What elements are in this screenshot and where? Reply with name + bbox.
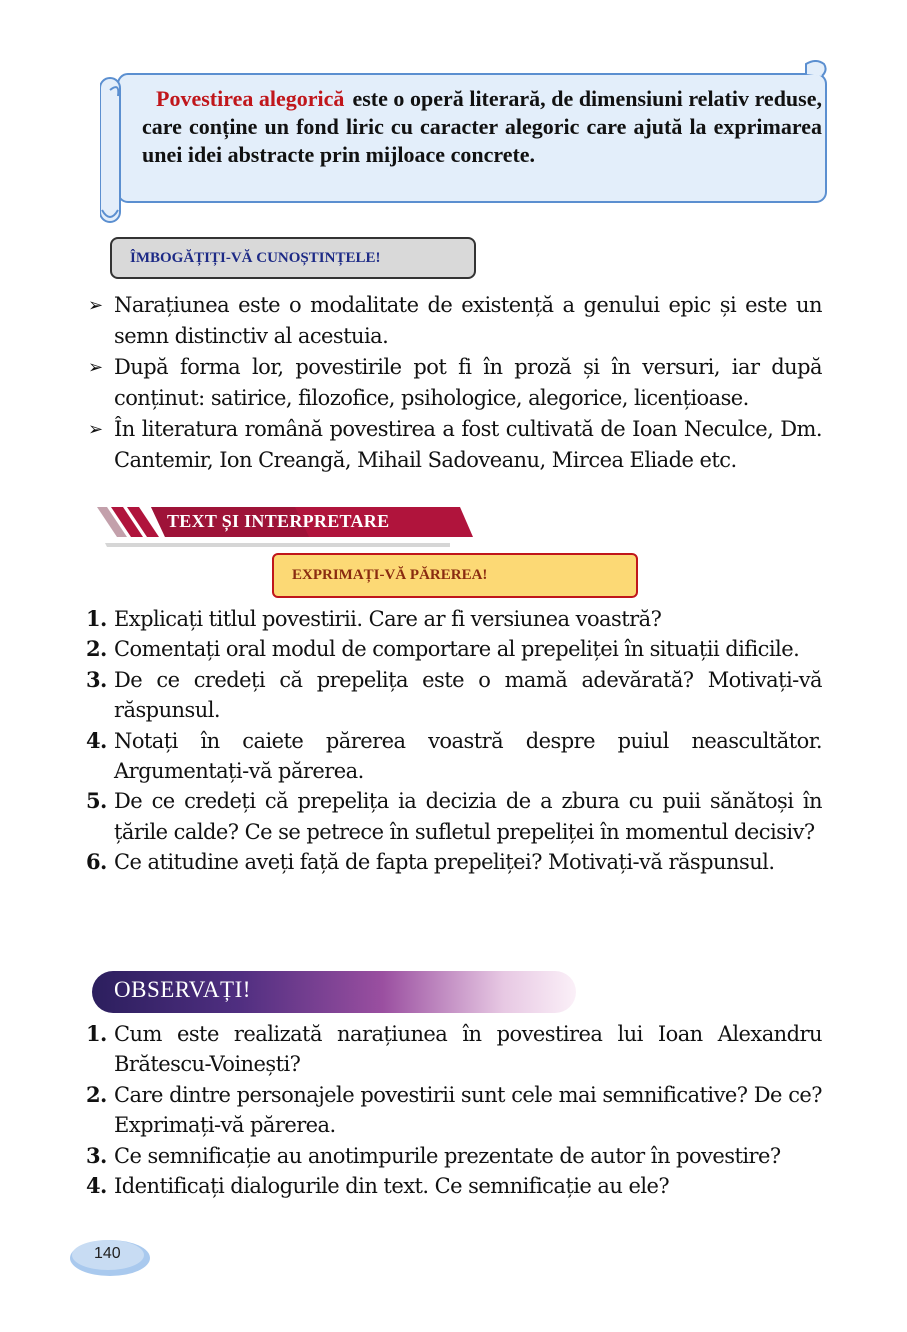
item-number: 4. xyxy=(86,727,107,753)
section-banner-observe xyxy=(92,971,576,1013)
list-item xyxy=(86,634,822,664)
arrow-bullet-icon: ➢ xyxy=(88,295,103,316)
list-item xyxy=(86,1171,822,1201)
item-number: 2. xyxy=(86,1081,107,1107)
definition-term: Povestirea alegorică xyxy=(156,86,345,111)
opinion-heading: EXPRIMAȚI-VĂ PĂREREA! xyxy=(292,567,488,583)
item-text: De ce credeți că prepelița este o mamă adevărată? Motivați-vă răspunsul. xyxy=(114,667,822,723)
opinion-heading-box xyxy=(272,553,638,598)
item-number: 5. xyxy=(86,788,107,814)
list-item xyxy=(86,1019,822,1080)
page-number-badge xyxy=(68,1236,150,1276)
definition-scroll xyxy=(100,60,826,204)
item-number: 2. xyxy=(86,636,107,662)
item-text: Identificați dialogurile din text. Ce semnificație au ele? xyxy=(114,1174,670,1199)
list-item xyxy=(86,726,822,787)
item-text: Ce semnificație au anotimpurile prezentate de autor în povestire? xyxy=(114,1143,781,1168)
list-item xyxy=(86,1141,822,1171)
list-item xyxy=(86,847,822,877)
item-number: 3. xyxy=(86,666,107,692)
item-number: 1. xyxy=(86,1021,107,1046)
list-item xyxy=(88,352,822,414)
bullet-text: După forma lor, povestirile pot fi în proză și în versuri, iar după conținut: satirice, filozofice, psihologice, alegorice, licențioase. xyxy=(114,355,822,410)
enrich-heading: ÎMBOGĂȚIȚI-VĂ CUNOȘTINȚELE! xyxy=(130,249,381,266)
item-number: 6. xyxy=(86,849,107,875)
arrow-bullet-icon: ➢ xyxy=(88,357,103,378)
section-banner-text-interpretation xyxy=(95,503,475,549)
list-item xyxy=(88,414,822,476)
list-item xyxy=(86,1080,822,1141)
definition-text xyxy=(142,85,822,169)
section-title: OBSERVAȚI! xyxy=(114,977,251,1002)
item-text: Care dintre personajele povestirii sunt cele mai semnificative? De ce? Exprimați-vă părerea. xyxy=(114,1082,822,1138)
list-item xyxy=(86,665,822,726)
page-number: 140 xyxy=(94,1245,121,1262)
item-text: Comentați oral modul de comportare al prepeliței în situații dificile. xyxy=(114,637,800,662)
bullet-text: Narațiunea este o modalitate de existență a genului epic și este un semn distinctiv al acestuia. xyxy=(114,293,822,348)
list-item xyxy=(86,604,822,634)
question-list-observe xyxy=(86,1019,822,1201)
enrich-heading-box xyxy=(110,237,476,279)
item-text: Ce atitudine aveți față de fapta prepeliței? Motivați-vă răspunsul. xyxy=(114,850,775,875)
bullet-text: În literatura română povestirea a fost cultivată de Ioan Neculce, Dm. Cantemir, Ion Creangă, Mihail Sadoveanu, Mircea Eliade etc. xyxy=(114,417,822,472)
list-item xyxy=(86,786,822,847)
item-number: 3. xyxy=(86,1142,107,1168)
item-text: Explicați titlul povestirii. Care ar fi versiunea voastră? xyxy=(114,607,662,631)
definition-body: este o operă literară, de dimensiuni relativ reduse, care conține un fond liric cu caracter alegoric care ajută la exprimarea unei idei abstracte prin mijloace concrete. xyxy=(142,86,822,167)
bullet-list xyxy=(88,290,822,476)
item-text: Cum este realizată narațiunea în povestirea lui Ioan Alexandru Brătescu-Voinești? xyxy=(114,1022,822,1077)
item-text: Notați în caiete părerea voastră despre puiul neascultător. Argumentați-vă părerea. xyxy=(114,728,822,784)
item-number: 4. xyxy=(86,1173,107,1199)
section-title: TEXT ȘI INTERPRETARE xyxy=(167,511,390,531)
item-number: 1. xyxy=(86,606,107,631)
arrow-bullet-icon: ➢ xyxy=(88,419,103,440)
question-list-opinion xyxy=(86,604,822,878)
list-item xyxy=(88,290,822,352)
item-text: De ce credeți că prepelița ia decizia de a zbura cu puii sănătoși în țările calde? Ce se petrece în sufletul prepeliței în momentul decisiv? xyxy=(114,789,822,844)
